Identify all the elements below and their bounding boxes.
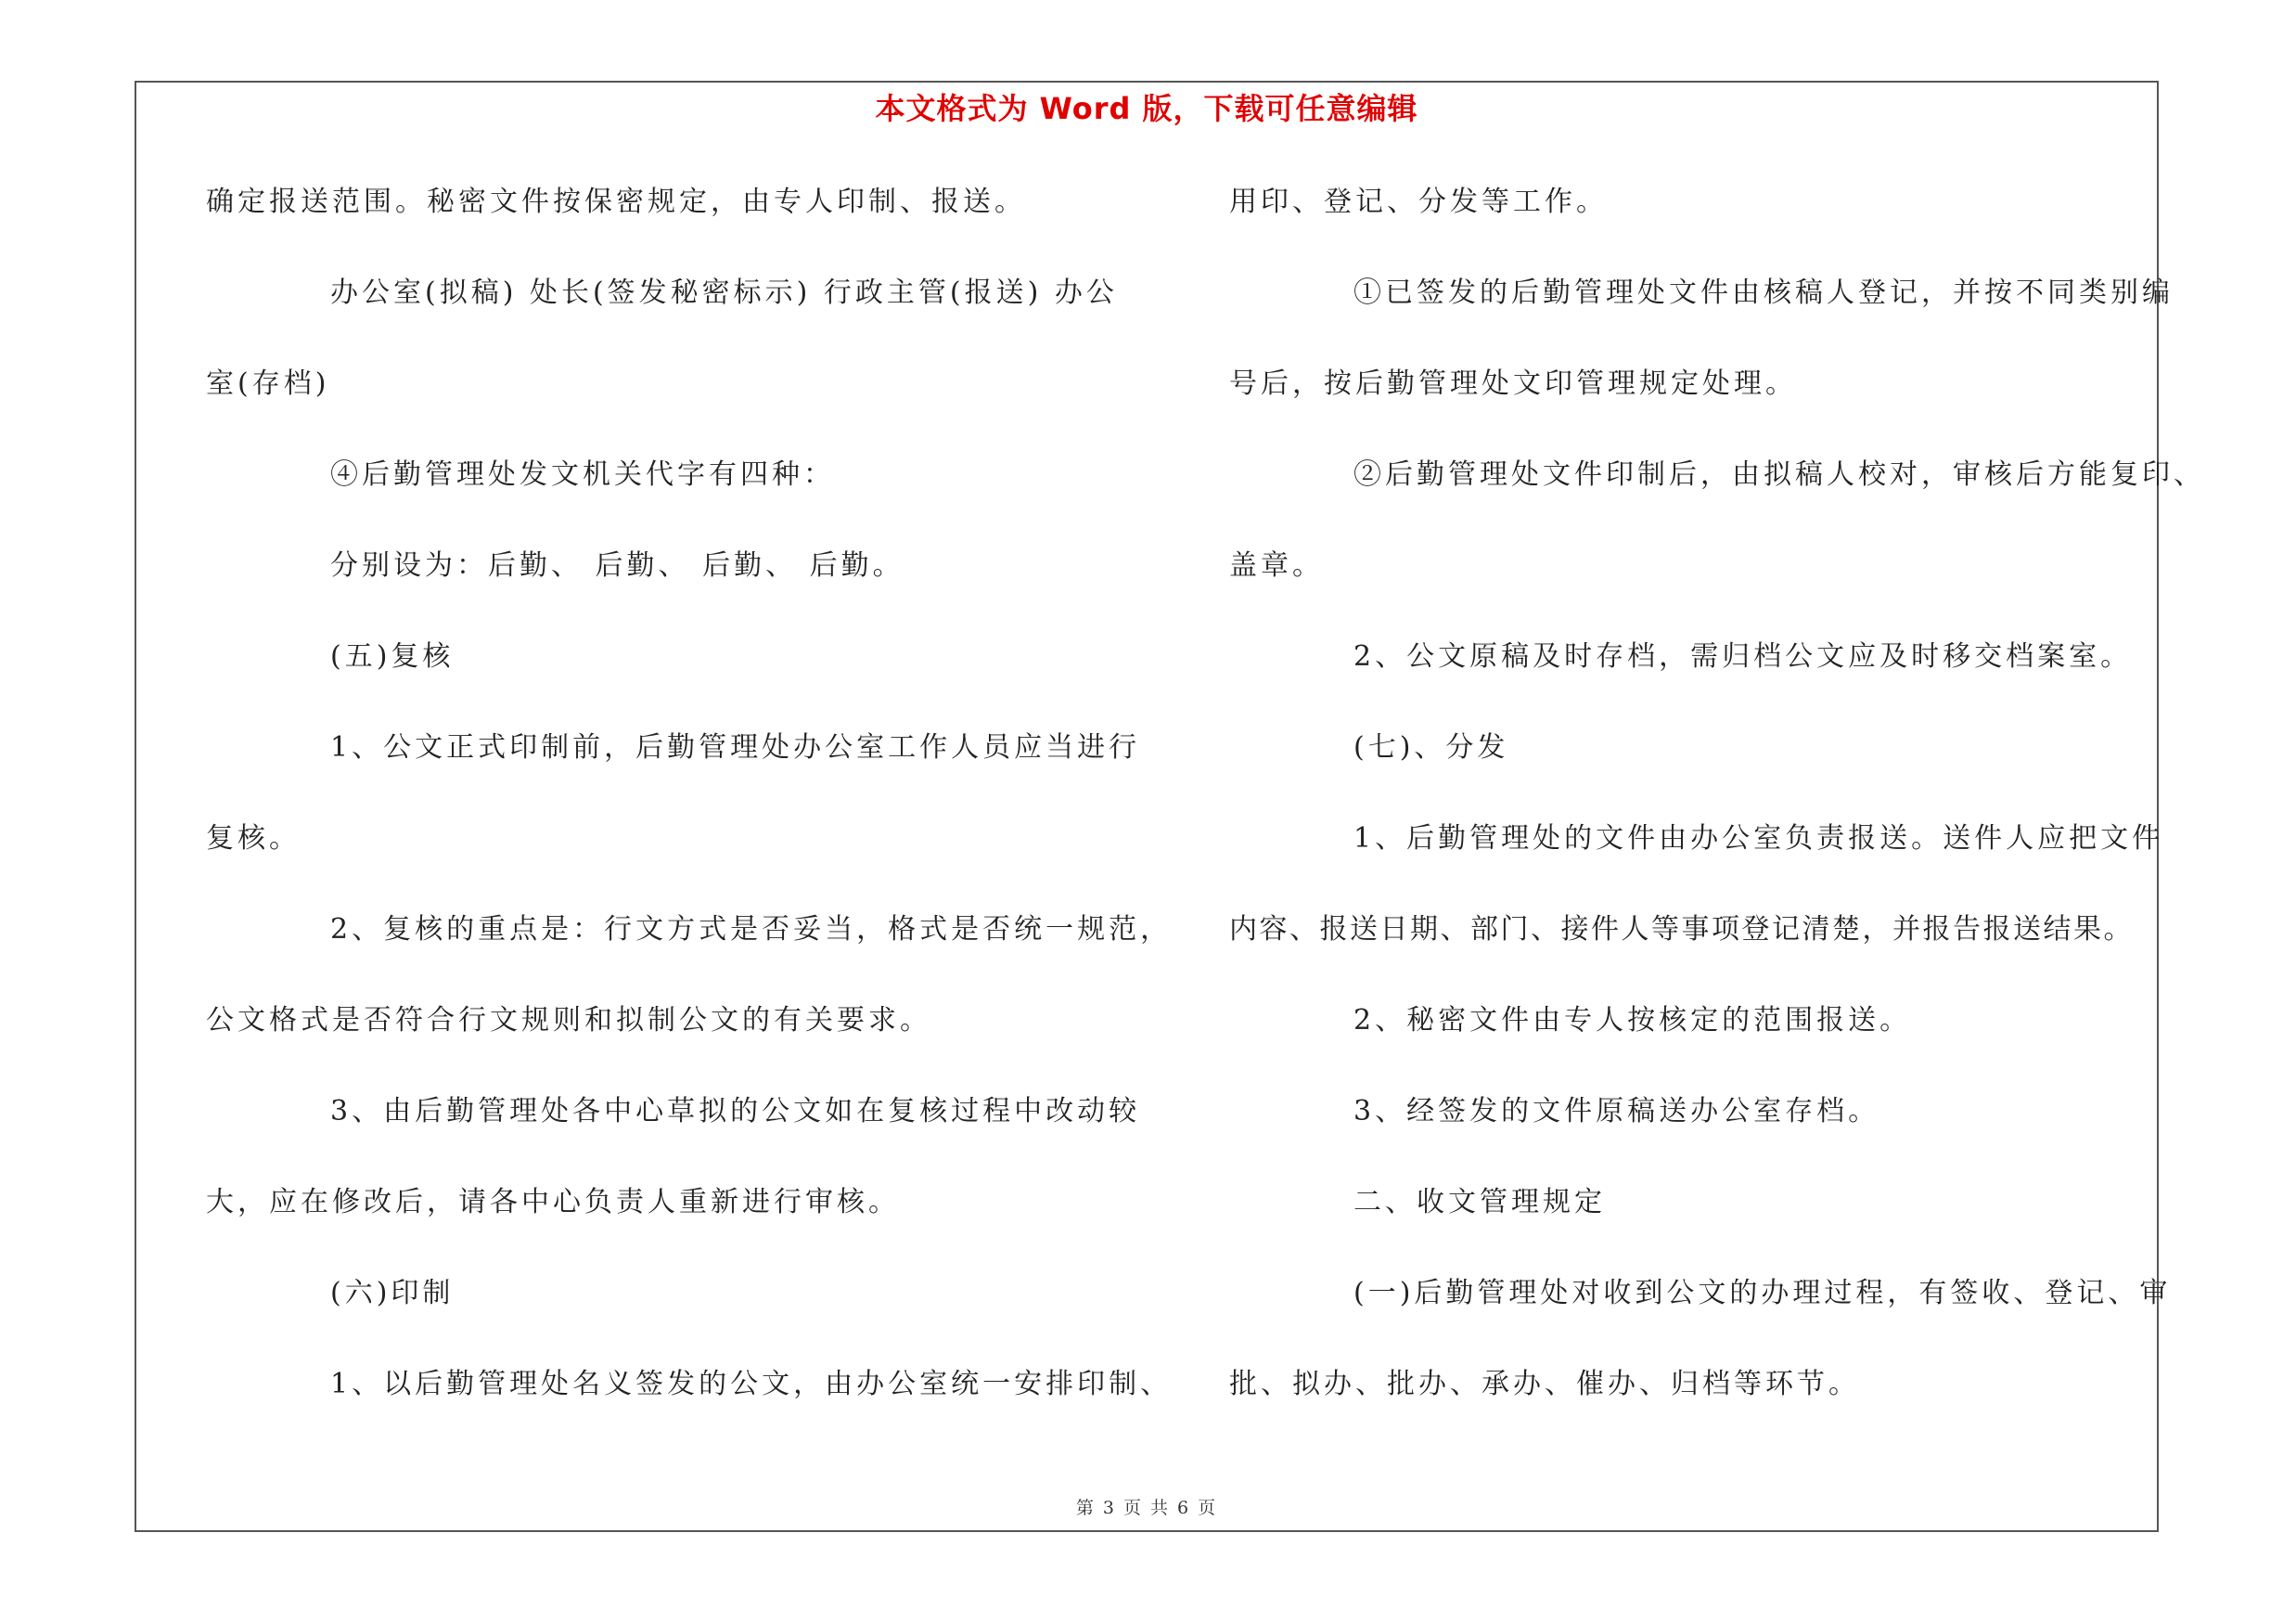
paragraph-line: ①已签发的后勤管理处文件由核稿人登记，并按不同类别编 — [1353, 277, 2174, 309]
paragraph-line: 批、拟办、批办、承办、催办、归档等环节。 — [1229, 1368, 1860, 1400]
paragraph-line: 2、复核的重点是：行文方式是否妥当，格式是否统一规范， — [330, 913, 1173, 946]
section-heading: (七)、分发 — [1353, 731, 1509, 764]
paragraph-line: 盖章。 — [1229, 549, 1324, 582]
paragraph-line: 大，应在修改后，请各中心负责人重新进行审核。 — [206, 1186, 900, 1218]
paragraph-line: 1、后勤管理处的文件由办公室负责报送。送件人应把文件 — [1353, 822, 2164, 855]
paragraph-line: 公文格式是否符合行文规则和拟制公文的有关要求。 — [206, 1004, 931, 1037]
section-heading: (五)复核 — [330, 640, 455, 673]
section-heading: 二、收文管理规定 — [1353, 1186, 1606, 1218]
paragraph-line: 室(存档) — [206, 367, 330, 400]
paragraph-line: 用印、登记、分发等工作。 — [1229, 186, 1608, 218]
paragraph-line: 3、经签发的文件原稿送办公室存档。 — [1353, 1095, 1880, 1127]
word-format-banner: 本文格式为 Word 版，下载可任意编辑 — [875, 91, 1418, 126]
paragraph-line: 1、公文正式印制前，后勤管理处办公室工作人员应当进行 — [330, 731, 1141, 764]
paragraph-line: ④后勤管理处发文机关代字有四种： — [330, 458, 835, 491]
paragraph-line: 号后，按后勤管理处文印管理规定处理。 — [1229, 367, 1797, 400]
paragraph-line: 3、由后勤管理处各中心草拟的公文如在复核过程中改动较 — [330, 1095, 1141, 1127]
paragraph-line: 2、公文原稿及时存档，需归档公文应及时移交档案室。 — [1353, 640, 2133, 673]
paragraph-line: 1、以后勤管理处名义签发的公文，由办公室统一安排印制、 — [330, 1368, 1173, 1400]
paragraph-line: 确定报送范围。秘密文件按保密规定，由专人印制、报送。 — [206, 186, 1026, 218]
paragraph-line: (一)后勤管理处对收到公文的办理过程，有签收、登记、审 — [1353, 1277, 2172, 1309]
paragraph-line: 办公室(拟稿) 处长(签发秘密标示) 行政主管(报送) 办公 — [330, 277, 1118, 309]
paragraph-line: 内容、报送日期、部门、接件人等事项登记清楚，并报告报送结果。 — [1229, 913, 2134, 946]
paragraph-line: 复核。 — [206, 822, 301, 855]
paragraph-line: 2、秘密文件由专人按核定的范围报送。 — [1353, 1004, 1912, 1037]
paragraph-line: ②后勤管理处文件印制后，由拟稿人校对，审核后方能复印、 — [1353, 458, 2205, 491]
paragraph-line: 分别设为：后勤、 后勤、 后勤、 后勤。 — [330, 549, 904, 582]
section-heading: (六)印制 — [330, 1277, 455, 1309]
page-number-footer: 第 3 页 共 6 页 — [1075, 1498, 1218, 1518]
